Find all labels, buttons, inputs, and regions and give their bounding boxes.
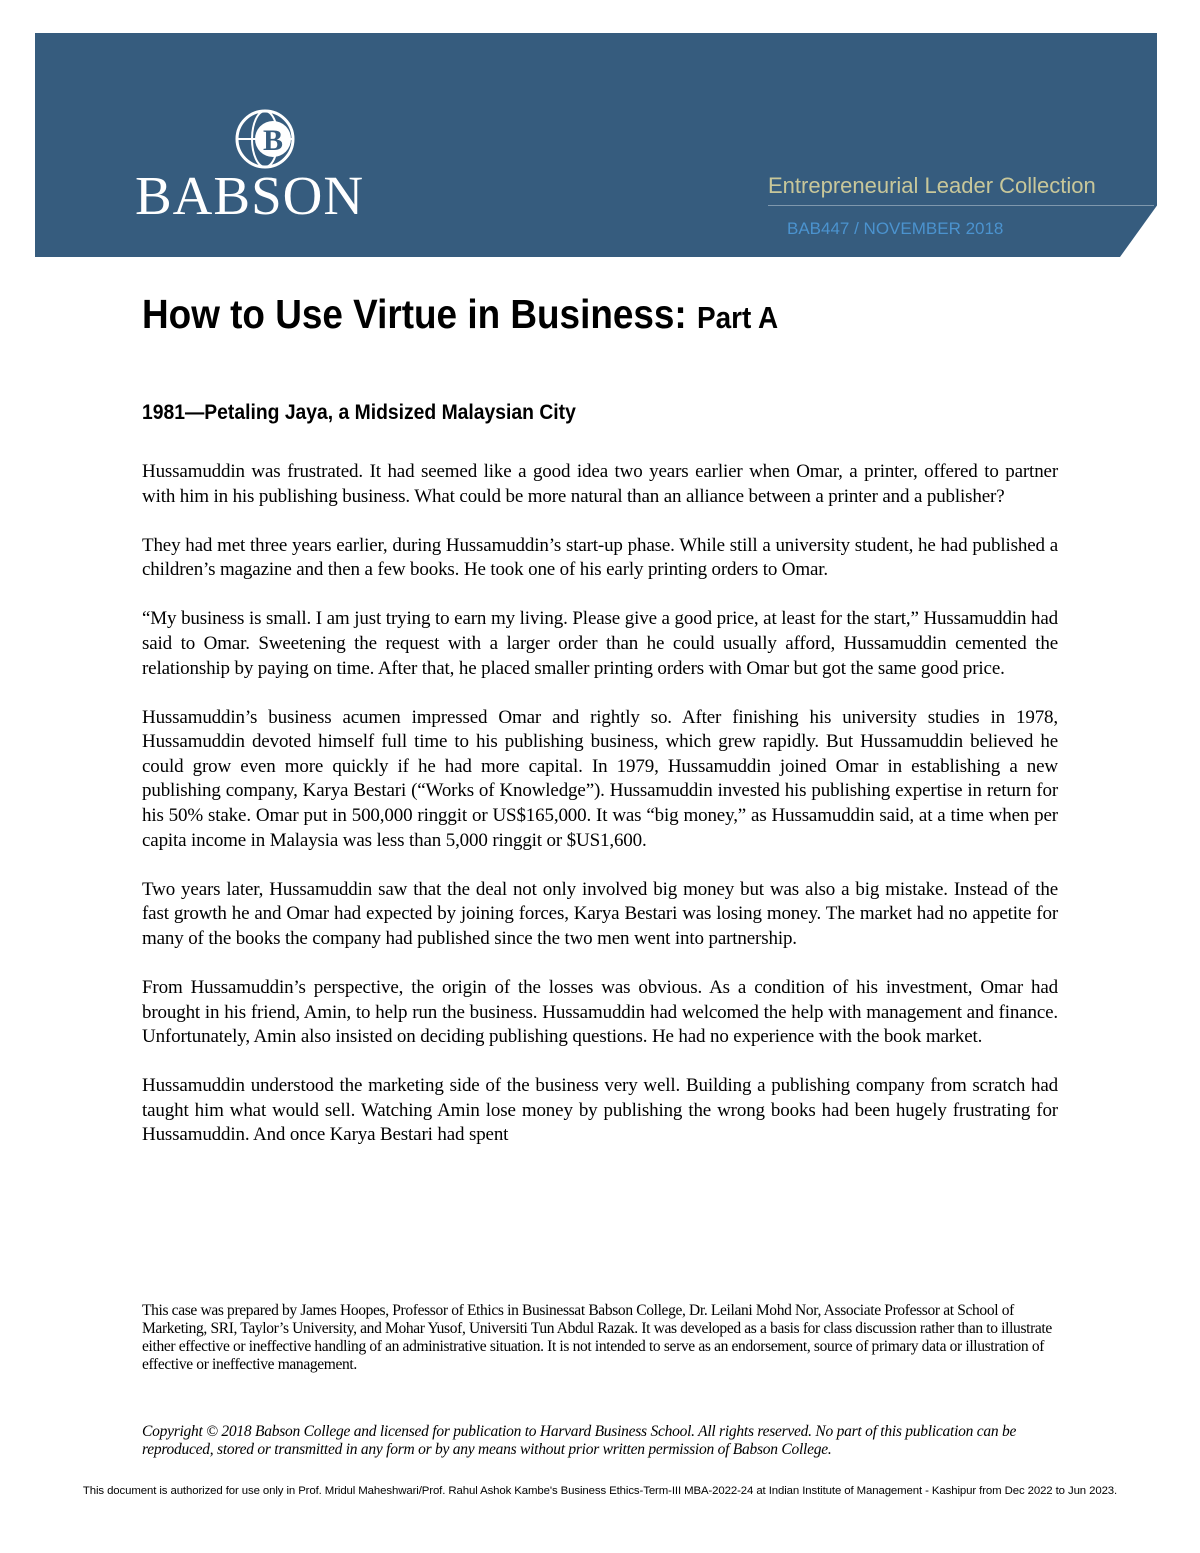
svg-text:B: B	[262, 124, 284, 157]
collection-name: Entrepreneurial Leader Collection	[768, 173, 1096, 198]
case-code: BAB447 / NOVEMBER 2018	[787, 219, 1004, 238]
body-text	[142, 460, 1058, 1173]
paragraph: They had met three years earlier, during Hussamuddin’s start-up phase. While still a university student, he had published a children’s magazine and then a few books. He took one of his early printing orders to Omar.	[142, 534, 1058, 581]
paragraph: From Hussamuddin’s perspective, the origin of the losses was obvious. As a condition of his investment, Omar had brought in his friend, Amin, to help run the business. Hussamuddin had welcomed the help with management and finance. Unfortunately, Amin also insisted on deciding publishing questions. He had no experience with the book market.	[142, 977, 1058, 1048]
title-main: How to Use Virtue in Business:	[142, 291, 687, 337]
title-part: Part A	[697, 300, 779, 335]
case-note: This case was prepared by James Hoopes, Professor of Ethics in Businessat Babson College, Dr. Leilani Mohd Nor, Associate Professor at School of Marketing, SRI, Taylor’s University, and Mohar Yusof, Universiti Tun Abdul Razak. It was developed as a basis for class discussion rather than to illustrate either effective or ineffective handling of an administrative situation. It is not intended to serve as an endorsement, source of primary data or illustration of effective or ineffective management.	[142, 1302, 1052, 1373]
banner-divider	[768, 205, 1154, 206]
authorization-footer: This document is authorized for use only in Prof. Mridul Maheshwari/Prof. Rahul Ashok Kambe's Business Ethics-Term-III MBA-2022-24 at Indian Institute of Management - Kashipur from Dec 2022 to Jun 2023.	[82, 1485, 1118, 1497]
paragraph: Hussamuddin’s business acumen impressed Omar and rightly so. After finishing his university studies in 1978, Hussamuddin devoted himself full time to his publishing business, which grew rapidly. But Hussamuddin believed he could grow even more quickly if he had more capital. In 1979, Hussamuddin joined Omar in establishing a new publishing company, Karya Bestari (“Works of Knowledge”). Hussamuddin invested his publishing expertise in return for his 50% stake. Omar put in 500,000 ringgit or US$165,000. It was “big money,” as Hussamuddin said, at a time when per capita income in Malaysia was less than 5,000 ringgit or $US1,600.	[142, 706, 1058, 851]
paragraph: Two years later, Hussamuddin saw that the deal not only involved big money but was also a big mistake. Instead of the fast growth he and Omar had expected by joining forces, Karya Bestari was losing money. The market had no appetite for many of the books the company had published since the two men went into partnership.	[142, 878, 1058, 949]
paragraph: Hussamuddin was frustrated. It had seemed like a good idea two years earlier when Omar, a printer, offered to partner with him in his publishing business. What could be more natural than an alliance between a printer and a publisher?	[142, 461, 1058, 507]
babson-logo-text: BABSON	[135, 165, 365, 226]
paragraph: “My business is small. I am just trying to earn my living. Please give a good price, at least for the start,” Hussamuddin had said to Omar. Sweetening the request with a larger order than he could usually afford, Hussamuddin cemented the relationship by paying on time. After that, he placed smaller printing orders with Omar but got the same good price.	[142, 608, 1058, 679]
page-title	[142, 291, 779, 337]
babson-globe-logo-icon	[230, 108, 300, 170]
copyright-notice: Copyright © 2018 Babson College and licensed for publication to Harvard Business School. All rights reserved. No part of this publication can be reproduced, stored or transmitted in any form or by any means without prior written permission of Babson College.	[142, 1423, 1017, 1458]
section-heading: 1981—Petaling Jaya, a Midsized Malaysian City	[142, 401, 576, 424]
paragraph: Hussamuddin understood the marketing side of the business very well. Building a publishing company from scratch had taught him what would sell. Watching Amin lose money by publishing the wrong books had been hugely frustrating for Hussamuddin. And once Karya Bestari had spent	[142, 1075, 1058, 1146]
